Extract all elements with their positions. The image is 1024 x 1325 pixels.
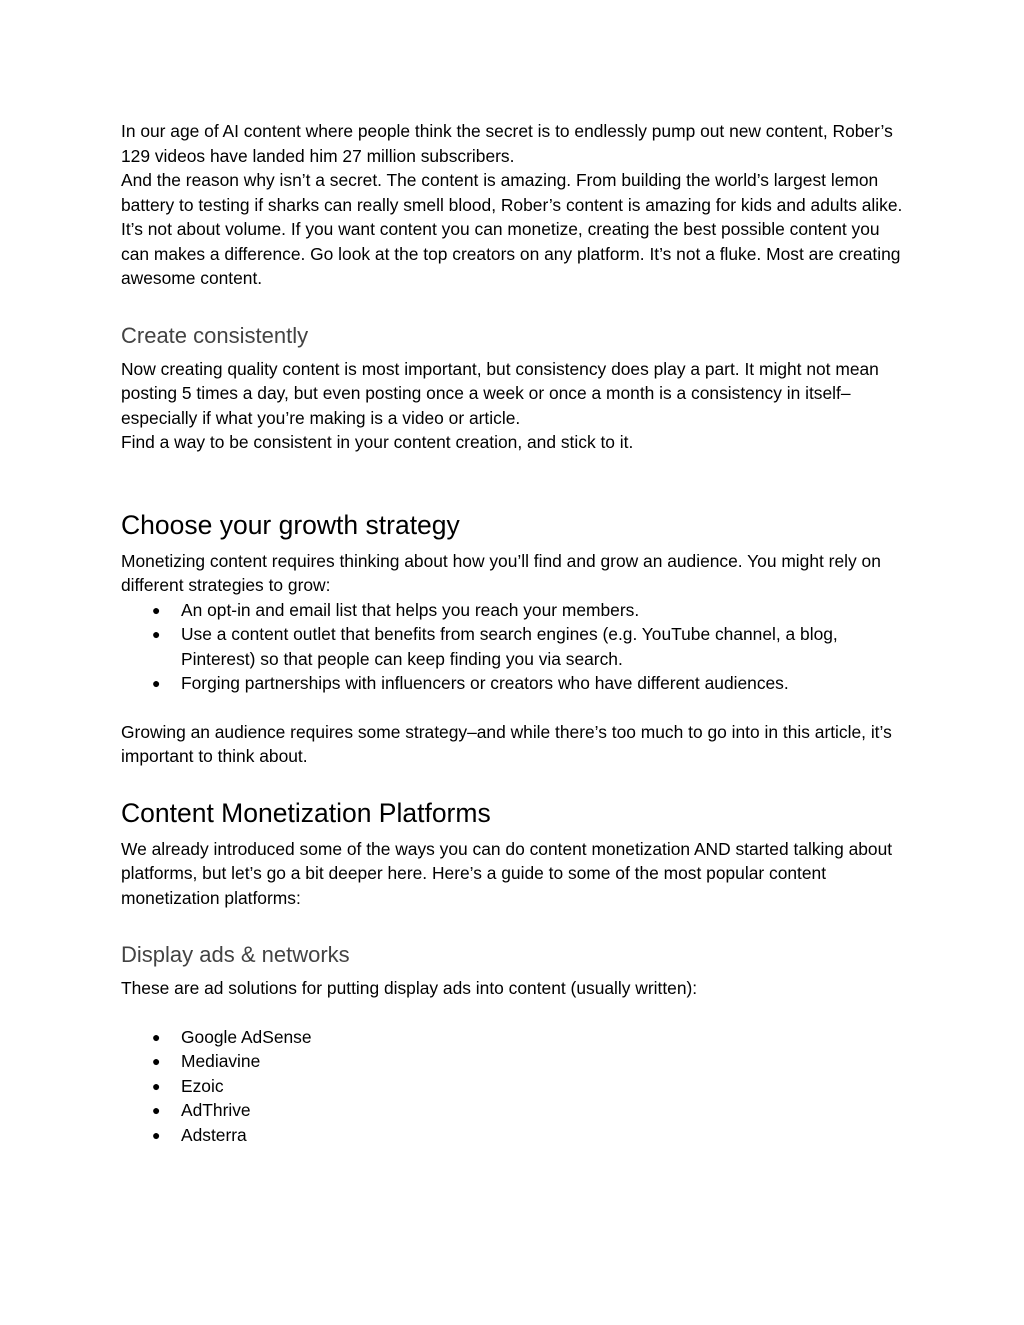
paragraph: Now creating quality content is most important, but consistency does play a part. It might not mean posting 5 times a day, but even posting once a week or once a month is a consistency in itself–especially if what you’re making is a video or article. (121, 358, 879, 428)
list-item: ● AdThrive (121, 1098, 911, 1123)
bullet-icon: ● (152, 1053, 161, 1069)
paragraph: And the reason why isn’t a secret. The content is amazing. From building the world’s largest lemon battery to testing if sharks can really smell blood, Rober’s content is amazing for kids and adults alike. (121, 170, 903, 215)
list-item: ● Ezoic (121, 1074, 911, 1099)
list-item: ● Use a content outlet that benefits from search engines (e.g. YouTube channel, a blog, Pinterest) so that people can keep finding you via search. (152, 624, 838, 669)
heading-growth-strategy: Choose your growth strategy (121, 509, 460, 540)
heading-display-ads: Display ads & networks (121, 942, 350, 967)
bullet-icon: ● (152, 626, 161, 642)
paragraph: Monetizing content requires thinking about how you’ll find and grow an audience. You might rely on different strategies to grow: (121, 550, 881, 595)
growth-strategy-list (121, 598, 911, 696)
bullet-icon: ● (152, 1126, 161, 1143)
bullet-icon: ● (152, 601, 161, 618)
paragraph: Growing an audience requires some strategy–and while there’s too much to go into in this article, it’s important to think about. (121, 721, 892, 766)
paragraph: We already introduced some of the ways you can do content monetization AND started talking about platforms, but let’s go a bit deeper here. Here’s a guide to some of the most popular content monetization platforms: (121, 838, 893, 908)
bullet-icon: ● (152, 1102, 161, 1118)
list-item: ● Forging partnerships with influencers or creators who have different audiences. (121, 671, 911, 696)
paragraph: It’s not about volume. If you want content you can monetize, creating the best possible content you can makes a difference. Go look at the top creators on any platform. It’s not a fluke. Most are creating awesome content. (121, 219, 901, 288)
paragraph: Find a way to be consistent in your content creation, and stick to it. (121, 432, 634, 452)
heading-content-monetization-platforms: Content Monetization Platforms (121, 797, 491, 828)
heading-create-consistently: Create consistently (121, 322, 309, 348)
list-item: ● Adsterra (121, 1123, 911, 1148)
bullet-icon: ● (152, 675, 161, 691)
list-item: ● Mediavine (121, 1049, 911, 1074)
list-item: ● Google AdSense (121, 1025, 911, 1050)
bullet-icon: ● (152, 1028, 161, 1045)
document-page (121, 119, 911, 1147)
display-ads-list (121, 1025, 911, 1148)
bullet-icon: ● (152, 1077, 161, 1094)
paragraph: These are ad solutions for putting display ads into content (usually written): (121, 978, 698, 998)
paragraph: In our age of AI content where people think the secret is to endlessly pump out new content, Rober’s 129 videos have landed him 27 million subscribers. (121, 121, 893, 166)
list-item: ● An opt-in and email list that helps you reach your members. (121, 598, 911, 623)
